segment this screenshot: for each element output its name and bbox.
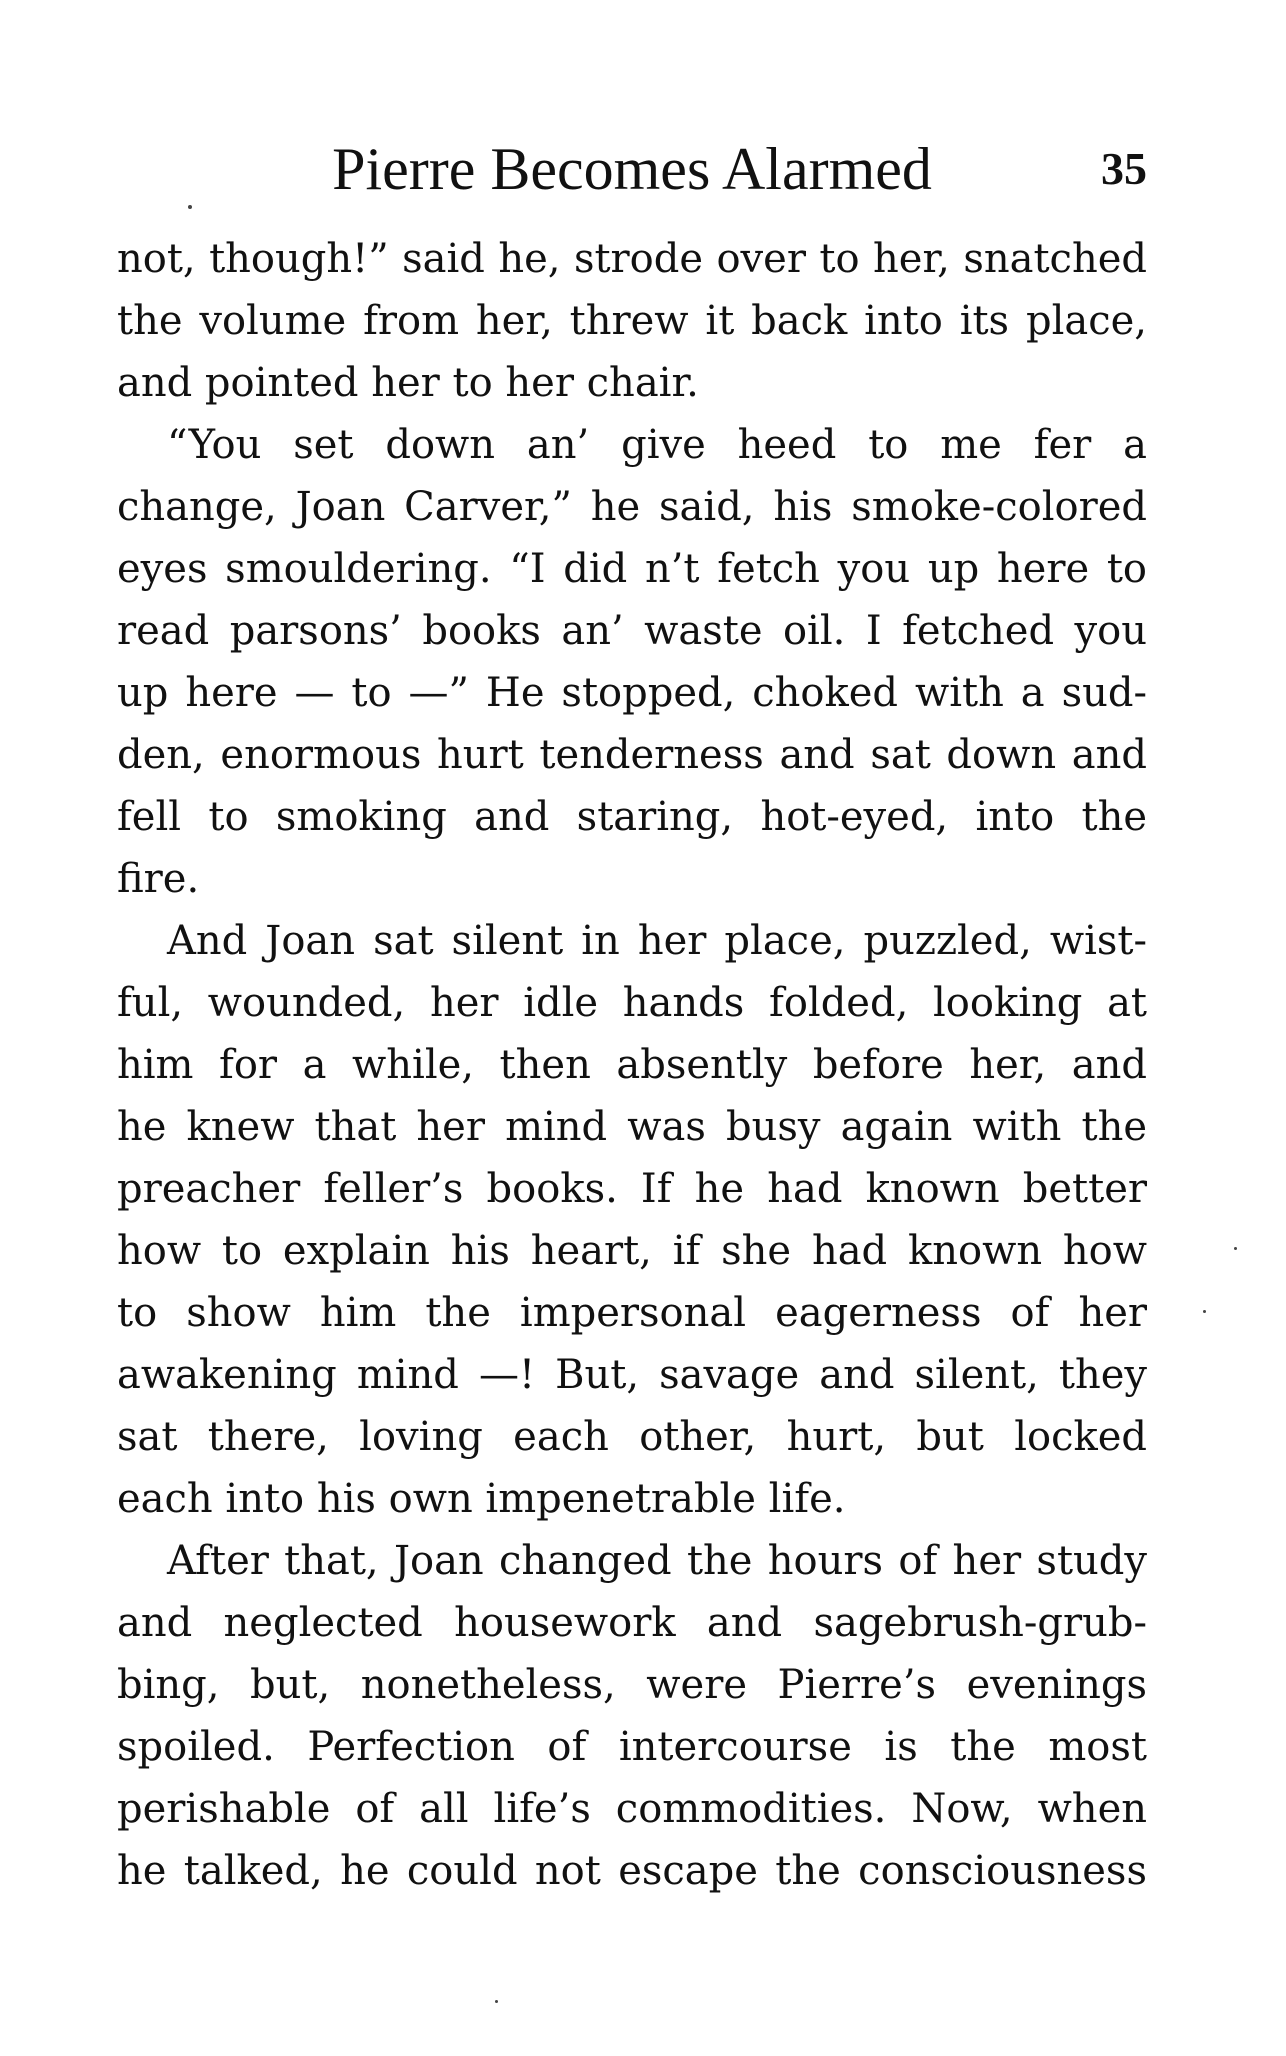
text-line: bing, but, nonetheless, were Pierre’s evenings bbox=[117, 1662, 1147, 1708]
text-line: “You set down an’ give heed to me fer a bbox=[167, 422, 1147, 468]
text-line: he talked, he could not escape the consciousness bbox=[117, 1848, 1147, 1894]
running-title: Pierre Becomes Alarmed bbox=[332, 136, 932, 202]
text-line: eyes smouldering. “I did n’t fetch you up here to bbox=[117, 546, 1147, 592]
text-line: awakening mind —! But, savage and silent, they bbox=[117, 1352, 1147, 1398]
running-head bbox=[117, 134, 1147, 204]
text-line: to show him the impersonal eagerness of her bbox=[117, 1290, 1147, 1336]
text-line: fire. bbox=[117, 856, 200, 902]
body-text bbox=[117, 228, 1147, 1902]
text-line: each into his own impenetrable life. bbox=[117, 1476, 846, 1522]
paragraph-4 bbox=[117, 1530, 1147, 1902]
print-speck bbox=[495, 2000, 498, 2003]
paragraph-1 bbox=[117, 228, 1147, 414]
text-line: spoiled. Perfection of intercourse is the most bbox=[117, 1724, 1147, 1770]
text-line: how to explain his heart, if she had known how bbox=[117, 1228, 1147, 1274]
text-line: him for a while, then absently before her, and bbox=[117, 1042, 1147, 1088]
text-line: preacher feller’s books. If he had known better bbox=[117, 1166, 1147, 1212]
text-line: and pointed her to her chair. bbox=[117, 360, 699, 406]
text-line: fell to smoking and staring, hot-eyed, into the bbox=[117, 794, 1147, 840]
text-line: he knew that her mind was busy again with the bbox=[117, 1104, 1147, 1150]
text-line: and neglected housework and sagebrush-grub- bbox=[117, 1600, 1147, 1646]
text-line: the volume from her, threw it back into its place, bbox=[117, 298, 1147, 344]
text-line: perishable of all life’s commodities. Now, when bbox=[117, 1786, 1147, 1832]
print-speck bbox=[1234, 1247, 1237, 1250]
text-line: up here — to —” He stopped, choked with a sud- bbox=[117, 670, 1147, 716]
text-line: den, enormous hurt tenderness and sat down and bbox=[117, 732, 1147, 778]
print-speck bbox=[1203, 1310, 1206, 1313]
text-line: And Joan sat silent in her place, puzzled, wist- bbox=[167, 918, 1147, 964]
text-line: After that, Joan changed the hours of her study bbox=[167, 1538, 1147, 1584]
text-line: ful, wounded, her idle hands folded, looking at bbox=[117, 980, 1147, 1026]
text-line: read parsons’ books an’ waste oil. I fetched you bbox=[117, 608, 1147, 654]
print-speck bbox=[188, 205, 192, 209]
text-line: change, Joan Carver,” he said, his smoke-colored bbox=[117, 484, 1147, 530]
paragraph-2 bbox=[117, 414, 1147, 910]
text-line: not, though!” said he, strode over to her, snatched bbox=[117, 236, 1147, 282]
paragraph-3 bbox=[117, 910, 1147, 1530]
page-number: 35 bbox=[1101, 143, 1147, 194]
text-line: sat there, loving each other, hurt, but locked bbox=[117, 1414, 1147, 1460]
